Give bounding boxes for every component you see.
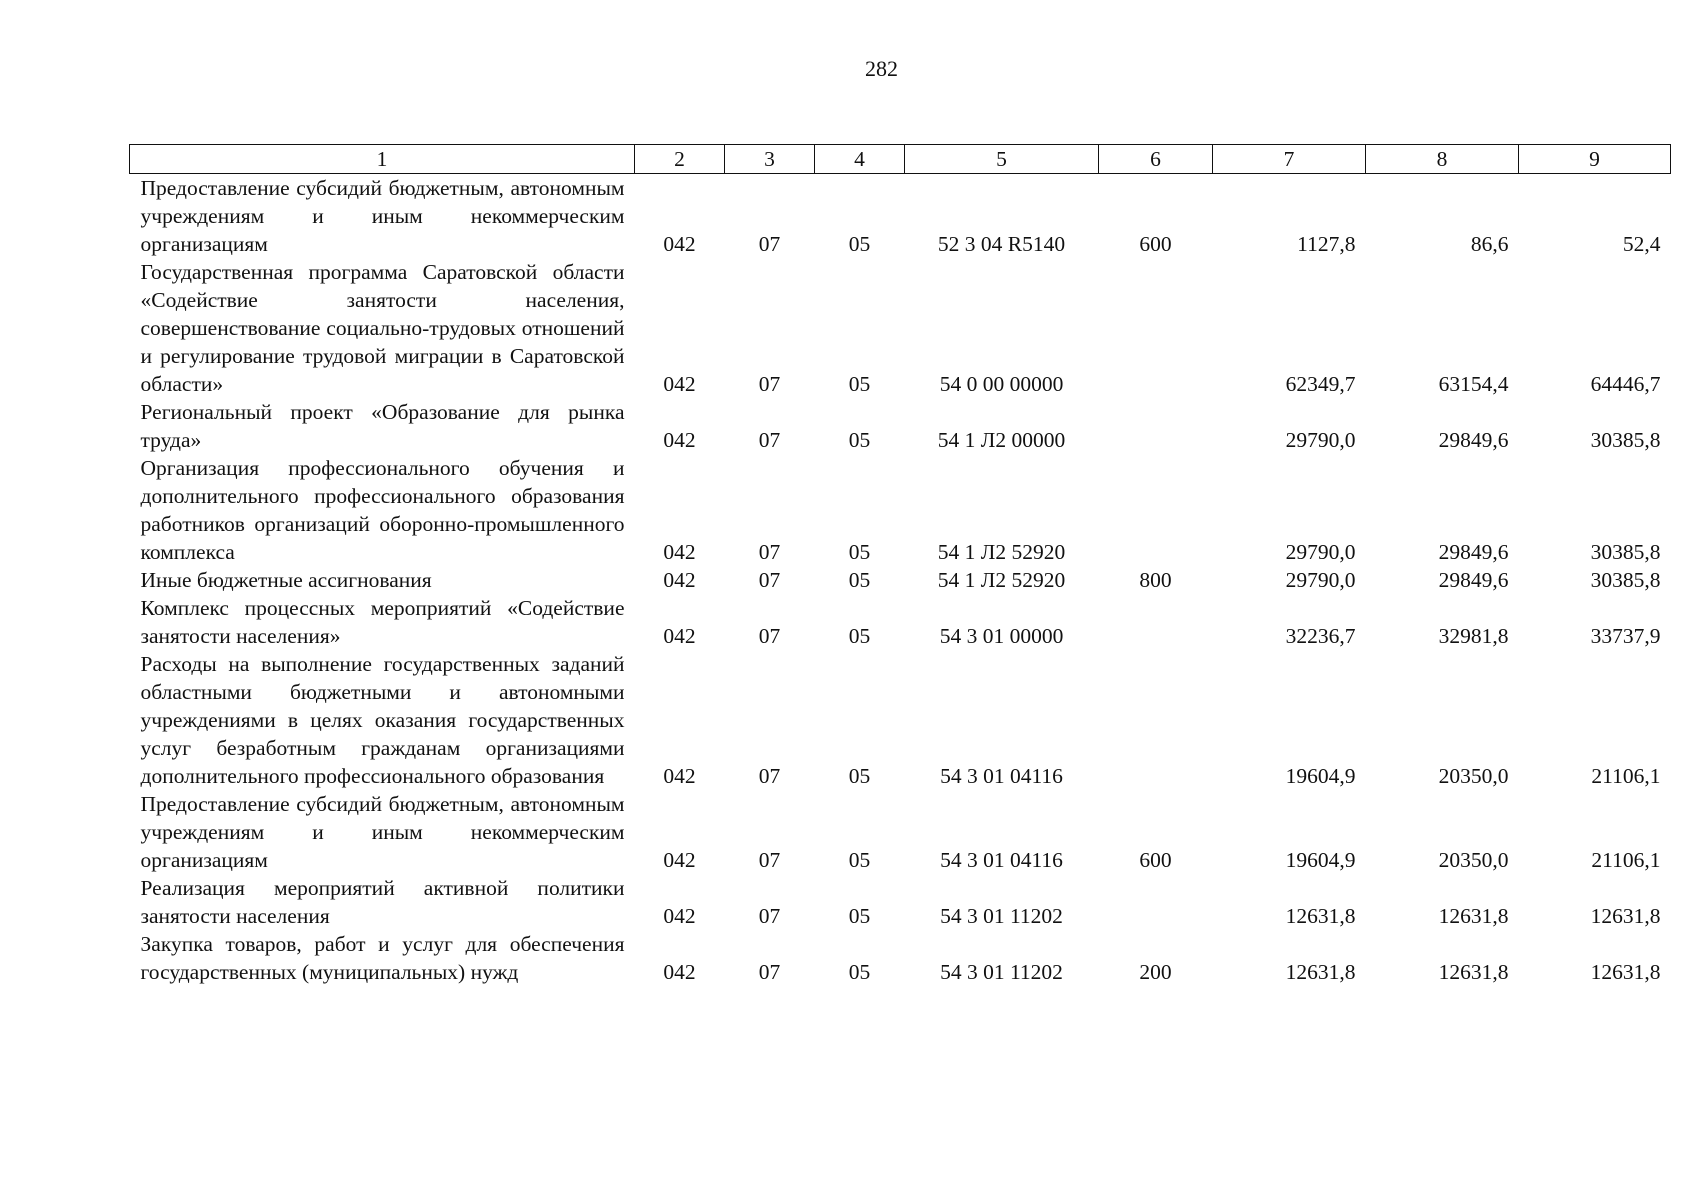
expense-type-code: 600 — [1139, 848, 1172, 872]
amount-col7: 19604,9 — [1285, 848, 1356, 872]
ministry-code: 042 — [663, 764, 696, 788]
table-row — [130, 594, 1671, 650]
column-header: 8 — [1366, 145, 1519, 174]
page-number: 282 — [865, 56, 898, 81]
amount-col9: 52,4 — [1622, 232, 1661, 256]
row-description: Комплекс процессных мероприятий «Содействие занятости населения» — [140, 596, 625, 648]
row-description: Иные бюджетные ассигнования — [140, 568, 432, 592]
subsection-code: 05 — [848, 624, 871, 648]
row-description: Предоставление субсидий бюджетным, автономным учреждениям и иным некоммерческим организациям — [140, 792, 625, 872]
expense-type-code: 600 — [1139, 232, 1172, 256]
amount-col9: 21106,1 — [1591, 764, 1661, 788]
column-header: 4 — [815, 145, 905, 174]
target-article-code: 54 3 01 11202 — [940, 904, 1063, 928]
section-code: 07 — [758, 624, 781, 648]
subsection-code: 05 — [848, 428, 871, 452]
row-description: Региональный проект «Образование для рынка труда» — [140, 400, 625, 452]
ministry-code: 042 — [663, 568, 696, 592]
table-row — [130, 650, 1671, 790]
subsection-code: 05 — [848, 232, 871, 256]
table-row — [130, 566, 1671, 594]
amount-col8: 32981,8 — [1438, 624, 1509, 648]
amount-col7: 62349,7 — [1285, 372, 1356, 396]
amount-col7: 19604,9 — [1285, 764, 1356, 788]
amount-col9: 33737,9 — [1590, 624, 1661, 648]
amount-col8: 63154,4 — [1438, 372, 1509, 396]
ministry-code: 042 — [663, 904, 696, 928]
ministry-code: 042 — [663, 960, 696, 984]
row-description: Реализация мероприятий активной политики занятости населения — [140, 876, 625, 928]
target-article-code: 54 3 01 04116 — [940, 848, 1063, 872]
target-article-code: 52 3 04 R5140 — [937, 232, 1066, 256]
table-row — [130, 258, 1671, 398]
expense-type-code — [1099, 650, 1213, 790]
section-code: 07 — [758, 960, 781, 984]
row-description: Предоставление субсидий бюджетным, автономным учреждениям и иным некоммерческим организациям — [140, 176, 625, 256]
column-header: 7 — [1213, 145, 1366, 174]
target-article-code: 54 1 Л2 52920 — [937, 568, 1066, 592]
amount-col7: 12631,8 — [1285, 960, 1356, 984]
budget-table — [129, 144, 1671, 986]
expense-type-code — [1099, 874, 1213, 930]
amount-col8: 86,6 — [1470, 232, 1509, 256]
amount-col7: 29790,0 — [1285, 568, 1356, 592]
row-description: Организация профессионального обучения и дополнительного профессионального образования работников организаций оборонно-промышленного комплекса — [140, 456, 625, 564]
column-header: 9 — [1519, 145, 1671, 174]
target-article-code: 54 3 01 11202 — [940, 960, 1063, 984]
column-header: 6 — [1099, 145, 1213, 174]
amount-col8: 29849,6 — [1438, 428, 1509, 452]
subsection-code: 05 — [848, 372, 871, 396]
amount-col9: 30385,8 — [1590, 428, 1661, 452]
ministry-code: 042 — [663, 624, 696, 648]
subsection-code: 05 — [848, 904, 871, 928]
column-header: 3 — [725, 145, 815, 174]
amount-col8: 12631,8 — [1438, 904, 1509, 928]
amount-col7: 29790,0 — [1285, 428, 1356, 452]
section-code: 07 — [758, 568, 781, 592]
expense-type-code: 200 — [1139, 960, 1172, 984]
column-header: 5 — [905, 145, 1099, 174]
section-code: 07 — [758, 372, 781, 396]
target-article-code: 54 3 01 00000 — [939, 624, 1064, 648]
header-row — [130, 145, 1671, 174]
expense-type-code — [1099, 258, 1213, 398]
column-header: 2 — [635, 145, 725, 174]
ministry-code: 042 — [663, 372, 696, 396]
expense-type-code: 800 — [1139, 568, 1172, 592]
amount-col7: 29790,0 — [1285, 540, 1356, 564]
section-code: 07 — [758, 428, 781, 452]
table-row — [130, 454, 1671, 566]
amount-col7: 1127,8 — [1297, 232, 1356, 256]
amount-col8: 20350,0 — [1438, 848, 1509, 872]
amount-col9: 21106,1 — [1591, 848, 1661, 872]
row-description: Расходы на выполнение государственных заданий областными бюджетными и автономными учреждениями в целях оказания государственных услуг безработным гражданам организациями дополнительного профессионального образования — [140, 652, 625, 788]
column-header: 1 — [130, 145, 635, 174]
target-article-code: 54 1 Л2 00000 — [937, 428, 1066, 452]
amount-col8: 29849,6 — [1438, 540, 1509, 564]
target-article-code: 54 3 01 04116 — [940, 764, 1063, 788]
row-description: Закупка товаров, работ и услуг для обеспечения государственных (муниципальных) нужд — [140, 932, 625, 984]
table-row — [130, 790, 1671, 874]
section-code: 07 — [758, 764, 781, 788]
expense-type-code — [1099, 398, 1213, 454]
amount-col8: 12631,8 — [1438, 960, 1509, 984]
table-row — [130, 930, 1671, 986]
amount-col9: 12631,8 — [1590, 904, 1661, 928]
section-code: 07 — [758, 848, 781, 872]
amount-col9: 30385,8 — [1590, 568, 1661, 592]
target-article-code: 54 0 00 00000 — [939, 372, 1064, 396]
amount-col7: 12631,8 — [1285, 904, 1356, 928]
subsection-code: 05 — [848, 764, 871, 788]
amount-col9: 30385,8 — [1590, 540, 1661, 564]
ministry-code: 042 — [663, 540, 696, 564]
expense-type-code — [1099, 454, 1213, 566]
subsection-code: 05 — [848, 848, 871, 872]
ministry-code: 042 — [663, 232, 696, 256]
amount-col9: 64446,7 — [1590, 372, 1661, 396]
table-row — [130, 174, 1671, 259]
section-code: 07 — [758, 232, 781, 256]
table-row — [130, 398, 1671, 454]
section-code: 07 — [758, 540, 781, 564]
ministry-code: 042 — [663, 428, 696, 452]
subsection-code: 05 — [848, 540, 871, 564]
amount-col7: 32236,7 — [1285, 624, 1356, 648]
subsection-code: 05 — [848, 568, 871, 592]
subsection-code: 05 — [848, 960, 871, 984]
amount-col9: 12631,8 — [1590, 960, 1661, 984]
target-article-code: 54 1 Л2 52920 — [937, 540, 1066, 564]
expense-type-code — [1099, 594, 1213, 650]
row-description: Государственная программа Саратовской области «Содействие занятости населения, совершенствование социально-трудовых отношений и регулирование трудовой миграции в Саратовской области» — [140, 260, 625, 396]
amount-col8: 29849,6 — [1438, 568, 1509, 592]
table-row — [130, 874, 1671, 930]
section-code: 07 — [758, 904, 781, 928]
amount-col8: 20350,0 — [1438, 764, 1509, 788]
ministry-code: 042 — [663, 848, 696, 872]
